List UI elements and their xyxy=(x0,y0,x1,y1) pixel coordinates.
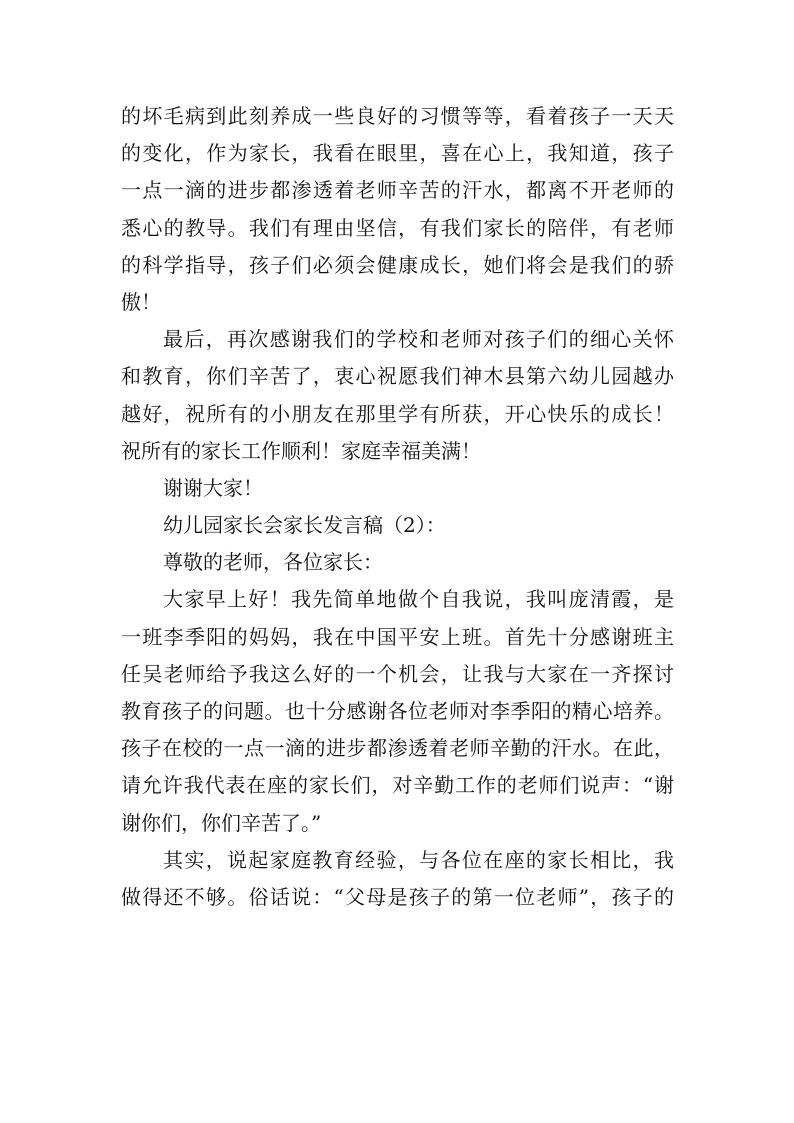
text-line: 越好，祝所有的小朋友在那里学有所获，开心快乐的成长！ xyxy=(121,401,674,426)
text-line: 的坏毛病到此刻养成一些良好的习惯等等，看着孩子一天天 xyxy=(121,104,674,128)
text-line: 和教育，你们辛苦了，衷心祝愿我们神木县第六幼儿园越办 xyxy=(121,364,674,389)
text-line: 一点一滴的进步都渗透着老师辛苦的汗水，都离不开老师的 xyxy=(121,178,674,203)
text-line: 教育孩子的问题。也十分感谢各位老师对李季阳的精心培养。 xyxy=(121,699,674,723)
text-line: 祝所有的家长工作顺利！家庭幸福美满！ xyxy=(121,438,481,463)
paragraph-start: 其实，说起家庭教育经验，与各位在座的家长相比，我 xyxy=(163,847,674,872)
section-heading: 幼儿园家长会家长发言稿（2）： xyxy=(163,513,446,538)
salutation: 尊敬的老师，各位家长： xyxy=(163,550,383,575)
closing-thanks: 谢谢大家！ xyxy=(163,475,263,500)
text-line: 一班李季阳的妈妈，我在中国平安上班。首先十分感谢班主 xyxy=(121,624,674,649)
text-line: 任吴老师给予我这么好的一个机会，让我与大家在一齐探讨 xyxy=(121,661,674,686)
text-line: 悉心的教导。我们有理由坚信，有我们家长的陪伴，有老师 xyxy=(121,215,674,240)
paragraph-start: 最后，再次感谢我们的学校和老师对孩子们的细心关怀 xyxy=(163,327,674,352)
paragraph-start: 大家早上好！我先简单地做个自我说，我叫庞清霞，是 xyxy=(163,587,674,612)
text-line: 孩子在校的一点一滴的进步都渗透着老师辛勤的汗水。在此， xyxy=(121,736,674,761)
document-body xyxy=(121,98,674,916)
text-line: 谢你们，你们辛苦了。” xyxy=(121,810,322,835)
text-line: 做得还不够。俗话说：“父母是孩子的第一位老师”，孩子的 xyxy=(121,884,674,909)
text-line: 请允许我代表在座的家长们，对辛勤工作的老师们说声：“谢 xyxy=(121,773,674,798)
text-line: 傲！ xyxy=(121,289,161,314)
text-line: 的变化，作为家长，我看在眼里，喜在心上，我知道，孩子 xyxy=(121,141,674,166)
text-line: 的科学指导，孩子们必须会健康成长，她们将会是我们的骄 xyxy=(121,252,674,277)
